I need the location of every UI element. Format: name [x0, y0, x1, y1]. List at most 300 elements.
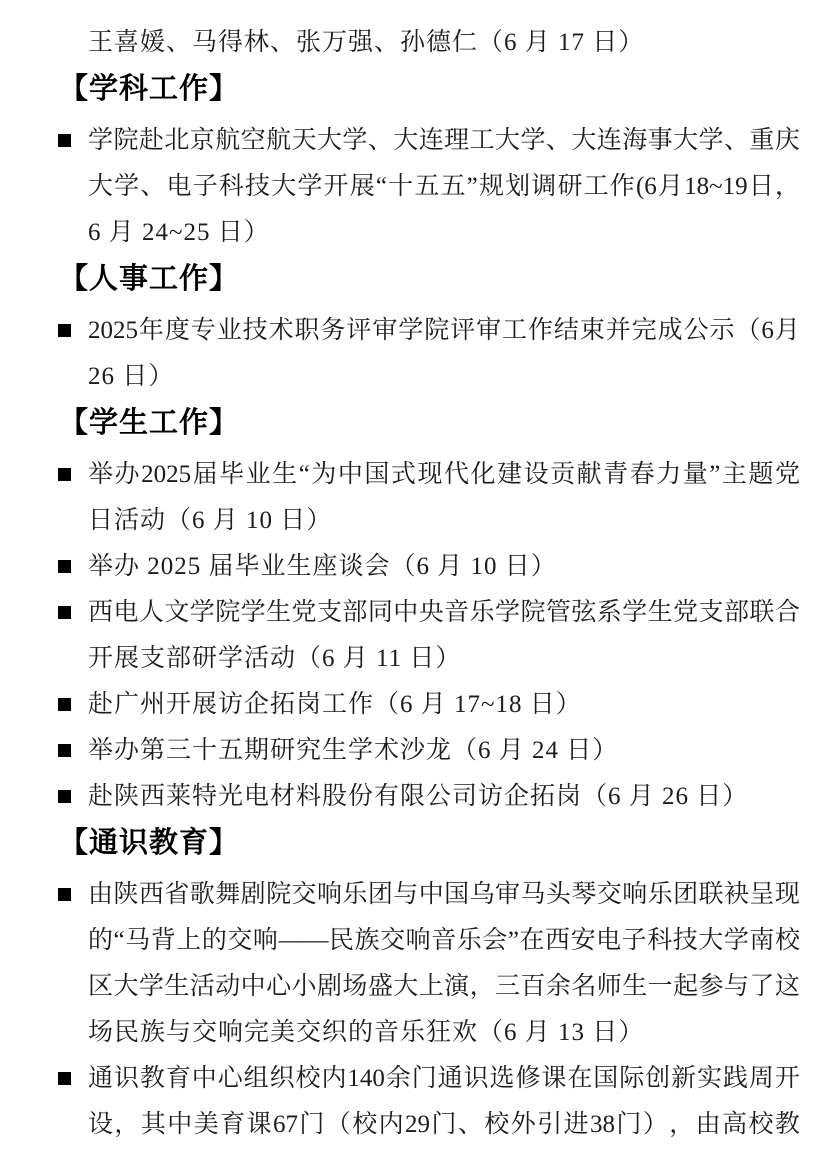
text-token: ” — [507, 927, 519, 954]
text-token: 院 — [215, 599, 241, 626]
text-token: 活 — [189, 973, 215, 1000]
text-token: ） — [642, 1111, 668, 1138]
text-token: 生 — [647, 599, 673, 626]
text-token: 部 — [342, 599, 368, 626]
text-token: 一 — [647, 973, 673, 1000]
text-token: 乐 — [469, 599, 495, 626]
text-token: 审 — [495, 881, 521, 908]
text-line — [88, 1102, 800, 1148]
text-token: ” — [466, 173, 478, 200]
bullet-square-icon — [58, 1072, 71, 1085]
text-token: 现 — [417, 461, 443, 488]
text-token: 五 — [440, 173, 466, 200]
text-token: 67 — [272, 1111, 298, 1138]
text-token: 支 — [698, 599, 724, 626]
text-token: 校 — [484, 1111, 510, 1138]
text-token: 与 — [723, 973, 749, 1000]
text-token: 完 — [631, 317, 657, 344]
text-token: 国 — [444, 881, 470, 908]
text-token: 小 — [291, 973, 317, 1000]
text-token: 呈 — [749, 881, 775, 908]
text-token: 由 — [695, 1111, 721, 1138]
text-line: 举办 2025 届毕业生座谈会（6 月 10 日） — [88, 553, 557, 580]
text-token: 舞 — [215, 881, 241, 908]
text-token: 通 — [437, 1065, 463, 1092]
text-token: 党 — [291, 599, 317, 626]
text-token: 2025 — [141, 461, 192, 488]
text-token: 大 — [393, 127, 419, 154]
text-token: 周 — [748, 1065, 774, 1092]
bullet-square-icon — [58, 560, 71, 573]
text-token: 春 — [629, 461, 655, 488]
text-token: 内 — [321, 1065, 347, 1092]
text-token: （ — [735, 317, 761, 344]
text-token: 中 — [337, 461, 363, 488]
text-token: 师 — [596, 973, 622, 1000]
text-line — [88, 1056, 800, 1102]
text-token: 其 — [140, 1111, 166, 1138]
text-token: 电 — [596, 927, 622, 954]
text-line: 6 月 24~25 日） — [88, 219, 270, 246]
text-token: （ — [325, 1111, 351, 1138]
text-line — [88, 118, 800, 164]
text-line — [88, 452, 800, 498]
text-token: 中 — [167, 1111, 193, 1138]
text-line — [88, 308, 800, 354]
text-token: 学 — [622, 599, 648, 626]
text-token: 、 — [367, 127, 393, 154]
text-token: 大 — [698, 927, 724, 954]
text-token: 设 — [523, 461, 549, 488]
text-token: 青 — [603, 461, 629, 488]
text-token: 十 — [388, 173, 414, 200]
text-token: 剧 — [316, 973, 342, 1000]
text-token: 18~19 — [684, 173, 748, 200]
text-token: 院 — [266, 881, 292, 908]
text-token: 、 — [457, 1111, 483, 1138]
bullet-square-icon — [58, 790, 71, 803]
text-token: 与 — [393, 881, 419, 908]
section-heading: 【学生工作】 — [59, 407, 240, 439]
bullet-square-icon — [58, 324, 71, 337]
text-token: 校 — [774, 927, 800, 954]
text-token: 大 — [495, 127, 521, 154]
text-token: 生 — [272, 461, 298, 488]
text-token: (6 — [635, 173, 657, 200]
text-token: 大 — [316, 127, 342, 154]
text-token: 成 — [657, 317, 683, 344]
sections-root — [57, 66, 800, 1148]
text-token: 工 — [502, 317, 528, 344]
text-token: 心 — [217, 1065, 243, 1092]
text-token: 门 — [616, 1111, 642, 1138]
text-token: 央 — [418, 599, 444, 626]
text-token: 、 — [140, 173, 166, 200]
text-token: 西 — [545, 927, 571, 954]
list-item — [57, 774, 800, 820]
text-token: 际 — [619, 1065, 645, 1092]
text-token: ” — [709, 461, 721, 488]
text-token: 中 — [191, 1065, 217, 1092]
text-token: 马 — [520, 881, 546, 908]
text-token: 的 — [88, 927, 114, 954]
text-token: 学 — [342, 127, 368, 154]
text-token: 高 — [722, 1111, 748, 1138]
text-token: 响 — [316, 881, 342, 908]
text-token: 的 — [201, 927, 227, 954]
text-token: 调 — [531, 173, 557, 200]
text-token: 进 — [563, 1111, 589, 1138]
text-token: ， — [669, 1111, 695, 1138]
text-token: 学 — [520, 127, 546, 154]
text-token: 、 — [723, 127, 749, 154]
text-token: 乐 — [647, 881, 673, 908]
text-token: 团 — [673, 881, 699, 908]
text-token: 空 — [240, 127, 266, 154]
text-token: 人 — [138, 599, 164, 626]
text-token: 弦 — [571, 599, 597, 626]
text-token: 献 — [576, 461, 602, 488]
text-token: 省 — [164, 881, 190, 908]
text-line: 赴陕西莱特光电材料股份有限公司访企拓岗（6 月 26 日） — [88, 783, 749, 810]
text-token: 重 — [749, 127, 775, 154]
text-token: 作 — [527, 317, 553, 344]
text-token: 动 — [215, 973, 241, 1000]
text-token: 在 — [519, 927, 545, 954]
text-token: 贡 — [550, 461, 576, 488]
text-token: 交 — [380, 927, 406, 954]
text-token: 公 — [683, 317, 709, 344]
text-token: 科 — [647, 927, 673, 954]
text-token: 国 — [593, 1065, 619, 1092]
text-token: 月 — [774, 317, 800, 344]
text-token: 学 — [495, 599, 521, 626]
text-line: 场民族与交响完美交织的音乐狂欢（6 月 13 日） — [88, 1019, 645, 1046]
text-token: 门 — [299, 1111, 325, 1138]
text-token: 技 — [672, 927, 698, 954]
text-line: 开展支部研学活动（6 月 11 日） — [88, 645, 462, 672]
text-token: 学 — [240, 599, 266, 626]
text-token: 京 — [189, 127, 215, 154]
text-token: 门 — [431, 1111, 457, 1138]
text-token: 马 — [125, 927, 151, 954]
bullet-square-icon — [58, 468, 71, 481]
list-item — [57, 1056, 800, 1148]
text-token: 度 — [164, 317, 190, 344]
text-token: 通 — [88, 1065, 114, 1092]
text-token: 、 — [545, 127, 571, 154]
text-token: 交 — [291, 881, 317, 908]
text-token: —— — [278, 927, 329, 954]
text-token: 代 — [443, 461, 469, 488]
text-token: 规 — [478, 173, 504, 200]
text-token: 学 — [723, 927, 749, 954]
text-token: 生 — [164, 973, 190, 1000]
text-token: 日 — [748, 173, 774, 200]
text-token: 评 — [346, 317, 372, 344]
text-token: 院 — [520, 599, 546, 626]
list-item — [57, 872, 800, 1056]
text-token: 识 — [463, 1065, 489, 1092]
text-token: 内 — [378, 1111, 404, 1138]
text-token: 中 — [393, 599, 419, 626]
text-token: 术 — [268, 317, 294, 344]
text-token: 29 — [405, 1111, 431, 1138]
text-token: 头 — [545, 881, 571, 908]
text-token: 课 — [541, 1065, 567, 1092]
bullet-square-icon — [58, 888, 71, 901]
text-token: 响 — [405, 927, 431, 954]
text-line — [88, 872, 800, 918]
text-token: 学 — [297, 173, 323, 200]
text-token: 院 — [113, 127, 139, 154]
text-token: 业 — [216, 317, 242, 344]
text-token: 乐 — [456, 927, 482, 954]
text-token: 年 — [138, 317, 164, 344]
text-token: 2025 — [88, 317, 138, 344]
text-token: 大 — [571, 127, 597, 154]
text-token: 文 — [164, 599, 190, 626]
text-token: 引 — [537, 1111, 563, 1138]
text-token: 美 — [193, 1111, 219, 1138]
text-token: 区 — [88, 973, 114, 1000]
text-token: 实 — [697, 1065, 723, 1092]
text-token: 了 — [749, 973, 775, 1000]
text-token: 参 — [698, 973, 724, 1000]
text-token: 生 — [622, 973, 648, 1000]
text-token: 学 — [88, 127, 114, 154]
text-token: 建 — [497, 461, 523, 488]
list-item — [57, 308, 800, 400]
text-token: 上 — [418, 973, 444, 1000]
text-token: 学 — [398, 317, 424, 344]
text-token: 题 — [748, 461, 774, 488]
text-token: 学 — [138, 973, 164, 1000]
text-token: 天 — [291, 127, 317, 154]
text-token: ， — [114, 1111, 140, 1138]
text-token: 工 — [583, 173, 609, 200]
text-token: 并 — [605, 317, 631, 344]
text-token: 结 — [553, 317, 579, 344]
text-token: 理 — [444, 127, 470, 154]
text-token: 盛 — [367, 973, 393, 1000]
text-token: 海 — [622, 127, 648, 154]
text-token: 设 — [88, 1111, 114, 1138]
text-token: 中 — [418, 881, 444, 908]
text-token: 示 — [709, 317, 735, 344]
text-token: 校 — [295, 1065, 321, 1092]
text-token: 子 — [621, 927, 647, 954]
text-token: 西 — [88, 599, 114, 626]
text-token: 连 — [418, 127, 444, 154]
text-token: 生 — [266, 599, 292, 626]
list-item — [57, 452, 800, 544]
text-token: 庆 — [774, 127, 800, 154]
text-token: 族 — [354, 927, 380, 954]
section-heading: 【学科工作】 — [59, 73, 240, 105]
text-token: 琴 — [571, 881, 597, 908]
bullet-square-icon — [58, 698, 71, 711]
text-token: 组 — [243, 1065, 269, 1092]
text-token: 起 — [673, 973, 699, 1000]
text-token: 百 — [520, 973, 546, 1000]
text-token: 剧 — [240, 881, 266, 908]
text-token: 大 — [673, 127, 699, 154]
text-token: 响 — [622, 881, 648, 908]
text-token: 航 — [266, 127, 292, 154]
text-token: 业 — [245, 461, 271, 488]
text-token: 系 — [596, 599, 622, 626]
text-token: 陕 — [113, 881, 139, 908]
text-token: 门 — [411, 1065, 437, 1092]
text-token: 部 — [723, 599, 749, 626]
text-token: 音 — [444, 599, 470, 626]
text-token: 连 — [596, 127, 622, 154]
text-token: 科 — [218, 173, 244, 200]
text-token: 民 — [329, 927, 355, 954]
continuation-line: 王喜媛、马得林、张万强、孙德仁（6 月 17 日） — [88, 29, 645, 56]
text-token: 党 — [774, 461, 800, 488]
text-token: 6 — [761, 317, 774, 344]
text-token: 举 — [88, 461, 114, 488]
text-token: 开 — [323, 173, 349, 200]
text-token: 这 — [774, 973, 800, 1000]
bullet-square-icon — [58, 134, 71, 147]
text-line: 举办第三十五期研究生学术沙龙（6 月 24 日） — [88, 737, 619, 764]
text-token: 化 — [470, 461, 496, 488]
text-token: 力 — [656, 461, 682, 488]
list-item — [57, 682, 800, 728]
text-token: 支 — [316, 599, 342, 626]
text-token: 电 — [166, 173, 192, 200]
text-token: 外 — [510, 1111, 536, 1138]
text-token: 上 — [176, 927, 202, 954]
text-token: 教 — [139, 1065, 165, 1092]
text-token: 背 — [150, 927, 176, 954]
text-token: 心 — [266, 973, 292, 1000]
text-token: 新 — [671, 1065, 697, 1092]
text-token: 毕 — [219, 461, 245, 488]
text-token: 学 — [698, 127, 724, 154]
text-token: 航 — [215, 127, 241, 154]
text-token: 合 — [774, 599, 800, 626]
text-token: 现 — [774, 881, 800, 908]
text-token: 由 — [88, 881, 114, 908]
text-token: 安 — [570, 927, 596, 954]
text-token: 乐 — [342, 881, 368, 908]
text-token: ， — [469, 973, 495, 1000]
text-token: 同 — [367, 599, 393, 626]
text-token: “ — [298, 461, 310, 488]
text-token: 为 — [311, 461, 337, 488]
text-line — [88, 164, 800, 210]
text-token: 三 — [495, 973, 521, 1000]
text-token: 课 — [246, 1111, 272, 1138]
list-item — [57, 118, 800, 256]
text-token: 名 — [571, 973, 597, 1000]
list-item — [57, 544, 800, 590]
text-token: 育 — [165, 1065, 191, 1092]
text-token: 研 — [557, 173, 583, 200]
text-token: 会 — [482, 927, 508, 954]
text-token: 届 — [192, 461, 218, 488]
text-token: 党 — [673, 599, 699, 626]
text-token: 联 — [749, 599, 775, 626]
text-token: 校 — [748, 1111, 774, 1138]
text-token: 开 — [774, 1065, 800, 1092]
text-line: 26 日） — [88, 363, 175, 390]
text-token: 修 — [515, 1065, 541, 1092]
text-token: 选 — [489, 1065, 515, 1092]
text-token: 事 — [647, 127, 673, 154]
text-token: 赴 — [138, 127, 164, 154]
text-token: 国 — [364, 461, 390, 488]
text-token: 交 — [227, 927, 253, 954]
document-content — [57, 20, 800, 1148]
text-token: “ — [375, 173, 387, 200]
text-token: 月 — [657, 173, 683, 200]
text-token: 工 — [469, 127, 495, 154]
text-token: 余 — [385, 1065, 411, 1092]
text-token: 大 — [393, 973, 419, 1000]
text-token: 院 — [424, 317, 450, 344]
bullet-square-icon — [58, 606, 71, 619]
text-line: 日活动（6 月 10 日） — [88, 507, 333, 534]
text-token: 在 — [567, 1065, 593, 1092]
text-token: 38 — [589, 1111, 615, 1138]
text-token: 电 — [113, 599, 139, 626]
text-token: 校 — [352, 1111, 378, 1138]
text-token: 展 — [349, 173, 375, 200]
text-token: 审 — [476, 317, 502, 344]
text-token: 划 — [505, 173, 531, 200]
section-heading: 【人事工作】 — [59, 263, 240, 295]
text-token: 评 — [450, 317, 476, 344]
bullet-square-icon — [58, 744, 71, 757]
text-line — [88, 964, 800, 1010]
text-token: 音 — [431, 927, 457, 954]
text-token: 技 — [245, 173, 271, 200]
text-token: 职 — [294, 317, 320, 344]
text-token: 北 — [164, 127, 190, 154]
text-line — [88, 590, 800, 636]
text-token: 主 — [721, 461, 747, 488]
text-token: 140 — [347, 1065, 385, 1092]
text-token: 育 — [220, 1111, 246, 1138]
text-token: 管 — [545, 599, 571, 626]
text-token: 歌 — [189, 881, 215, 908]
text-token: 大 — [271, 173, 297, 200]
text-token: 学 — [114, 173, 140, 200]
list-item — [57, 728, 800, 774]
text-token: ， — [774, 173, 800, 200]
section-heading: 【通识教育】 — [59, 827, 240, 859]
text-token: 交 — [596, 881, 622, 908]
text-token: 教 — [774, 1111, 800, 1138]
text-token: 响 — [252, 927, 278, 954]
text-token: 作 — [609, 173, 635, 200]
text-token: 学 — [189, 599, 215, 626]
text-token: 识 — [113, 1065, 139, 1092]
text-token: 大 — [113, 973, 139, 1000]
text-token: 袂 — [723, 881, 749, 908]
text-token: 式 — [390, 461, 416, 488]
text-token: 技 — [242, 317, 268, 344]
text-token: 余 — [545, 973, 571, 1000]
text-token: 践 — [722, 1065, 748, 1092]
text-token: 大 — [88, 173, 114, 200]
text-token: 团 — [367, 881, 393, 908]
